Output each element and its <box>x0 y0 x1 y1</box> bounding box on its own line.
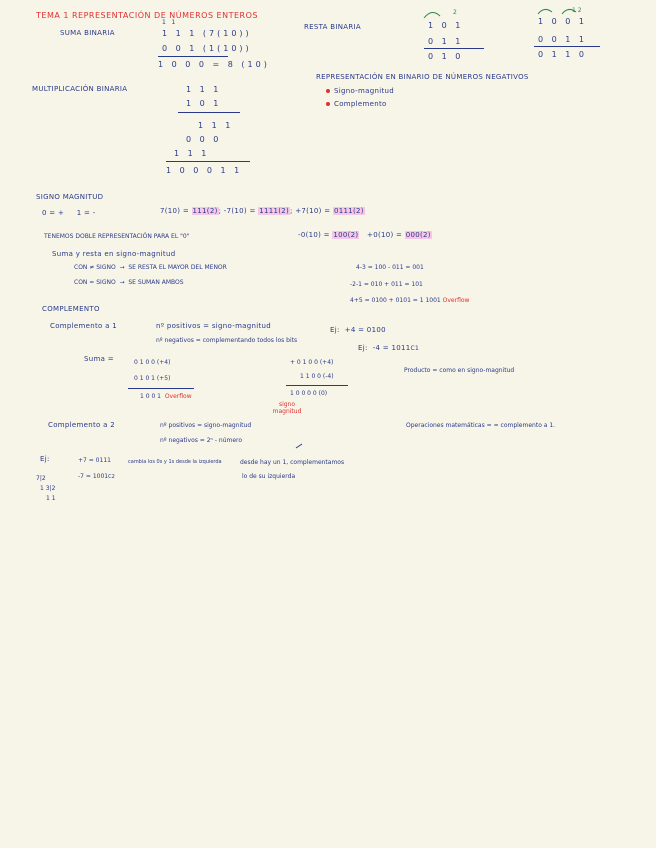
suma-c1-row2: 0 1 0 1 (+5) <box>134 375 171 382</box>
resta-c1-rule <box>286 385 348 386</box>
bullet-icon <box>326 89 330 93</box>
c1-ej2-value: Ej: -4 = 1011 <box>358 344 411 352</box>
resta-borrow-b: 1 2 <box>572 7 582 14</box>
suma-c1-rule <box>128 388 194 389</box>
suma-rule <box>158 56 228 57</box>
resta-heading: RESTA BINARIA <box>304 23 361 31</box>
signo-calc1: 4-3 = 100 - 011 = 001 <box>356 264 424 271</box>
signo-pos0: +0(10) = <box>367 231 403 239</box>
c1-label: Complemento a 1 <box>50 322 117 330</box>
resta-b-mid: 0 0 1 1 <box>538 35 587 44</box>
resta-c1-row1: + 0 1 0 0 (+4) <box>290 359 334 366</box>
mult-partial-2: 0 0 0 <box>186 135 222 144</box>
mult-row1: 1 1 1 <box>186 85 222 94</box>
c2-ej-label: Ej: <box>40 455 50 463</box>
resta-c1-row2: 1 1 0 0 (-4) <box>300 373 334 380</box>
c2-ej1-note2: desde hay un 1, complementamos <box>240 459 345 466</box>
overflow-label: Overflow <box>442 297 470 304</box>
resta-a-result: 0 1 0 <box>428 52 464 61</box>
c1-negativos: nº negativos = complementando todos los bits <box>156 337 298 344</box>
signo-plus7: ; +7(10) = <box>290 207 331 215</box>
bullet-icon <box>326 102 330 106</box>
signo-neg7: ; -7(10) = <box>218 207 256 215</box>
suma-result: 1 0 0 0 = 8 (10) <box>158 60 270 69</box>
signo-note: signo magnitud <box>272 401 302 415</box>
division-line3: 1 1 <box>46 495 56 502</box>
signo-pos7: 7(10) = <box>160 207 190 215</box>
division-line1: 7|2 <box>36 475 46 482</box>
mult-row2: 1 0 1 <box>186 99 222 108</box>
negativos-item-2-label: Complemento <box>334 100 387 108</box>
suma-row2: 0 0 1 (1(10)) <box>162 44 252 53</box>
c1-ej1: Ej: +4 = 0100 <box>330 326 386 334</box>
mult-rule-1 <box>178 112 240 113</box>
resta-borrow-a: 2 <box>453 9 457 16</box>
resta-a-mid: 0 1 1 <box>428 37 464 46</box>
c2-ej2-sub: C2 <box>108 474 115 480</box>
division-line2: 1 3|2 <box>40 485 56 492</box>
signo-line3: Suma y resta en signo-magnitud <box>52 250 176 258</box>
c1-ej2 <box>358 345 419 352</box>
borrow-arrow-icon <box>424 12 440 18</box>
signo-pos0-value: 000(2) <box>405 231 431 239</box>
c2-negativos: nº negativos = 2ⁿ - número <box>160 437 243 444</box>
resta-c1-result: 1 0 0 0 0 (0) <box>290 390 328 397</box>
resta-b-result: 0 1 1 0 <box>538 50 587 59</box>
signo-calc3-value: 4+5 = 0100 + 0101 = 1 1001 <box>350 297 441 304</box>
negativos-item-2 <box>326 101 387 108</box>
signo-line1 <box>160 208 365 215</box>
negativos-item-1 <box>326 88 394 95</box>
resta-a-top: 1 0 1 <box>428 21 464 30</box>
borrow-arrow-icon <box>538 9 552 14</box>
mult-partial-3: 1 1 1 <box>174 149 210 158</box>
signo-line4a: CON ≠ SIGNO → SE RESTA EL MAYOR DEL MENOR <box>74 264 227 271</box>
signo-neg0-value: 100(2) <box>333 231 359 239</box>
suma-c1-result <box>140 394 192 400</box>
signo-line2: TENEMOS DOBLE REPRESENTACIÓN PARA EL "0" <box>44 233 190 240</box>
c1-positivos: nº positivos = signo-magnitud <box>156 322 272 330</box>
signo-calc3 <box>350 298 469 304</box>
check-mark-icon <box>296 444 302 448</box>
suma-carry: 1 1 <box>162 19 176 26</box>
suma-heading: SUMA BINARIA <box>60 29 115 37</box>
mult-partial-1: 1 1 1 <box>198 121 234 130</box>
mult-result: 1 0 0 0 1 1 <box>166 166 243 175</box>
c2-ej2 <box>78 474 115 480</box>
c2-ej2-value: -7 = 1001 <box>78 473 109 480</box>
c2-ej1: +7 = 0111 <box>78 457 111 464</box>
operaciones-note: Operaciones matemáticas = = complemento a 1. <box>406 422 556 429</box>
signo-line4b: CON = SIGNO → SE SUMAN AMBOS <box>74 279 184 286</box>
producto-note: Producto = como en signo-magnitud <box>404 367 515 374</box>
resta-b-rule <box>534 46 600 47</box>
page-title: TEMA 1 REPRESENTACIÓN DE NÚMEROS ENTEROS <box>36 11 258 20</box>
signo-plus7-value: 0111(2) <box>333 207 364 215</box>
resta-a-rule <box>424 48 484 49</box>
suma-c1-row1: 0 1 0 0 (+4) <box>134 359 171 366</box>
mult-heading: MULTIPLICACIÓN BINARIA <box>32 85 128 93</box>
suma-row1: 1 1 1 (7(10)) <box>162 29 252 38</box>
signo-heading: SIGNO MAGNITUD <box>36 193 104 201</box>
suma-c1-result-value: 1 0 0 1 <box>140 393 161 400</box>
c1-ej2-sub: C1 <box>410 345 420 352</box>
c2-ej1-note3: lo de su izquierda <box>242 473 296 480</box>
signo-neg7-value: 1111(2) <box>259 207 290 215</box>
suma-c1-label: Suma = <box>84 355 114 363</box>
c2-label: Complemento a 2 <box>48 421 115 429</box>
signo-line1a: 0 = + 1 = - <box>42 209 96 217</box>
c2-ej1-note: cambia los 0s y 1s desde la izquierda <box>128 459 222 465</box>
resta-b-top: 1 0 0 1 <box>538 17 587 26</box>
negativos-item-1-label: Signo-magnitud <box>334 87 394 95</box>
signo-line2-values <box>298 232 432 239</box>
c2-positivos: nº positivos = signo-magnitud <box>160 422 252 429</box>
suma-c1-overflow: Overflow <box>164 393 192 400</box>
complemento-heading: COMPLEMENTO <box>42 305 100 313</box>
negativos-heading: REPRESENTACIÓN EN BINARIO DE NÚMEROS NEGATIVOS <box>316 73 529 81</box>
signo-neg0: -0(10) = <box>298 231 330 239</box>
mult-rule-2 <box>166 161 250 162</box>
signo-pos7-value: 111(2) <box>192 207 218 215</box>
signo-calc2: -2-1 = 010 + 011 = 101 <box>350 281 423 288</box>
